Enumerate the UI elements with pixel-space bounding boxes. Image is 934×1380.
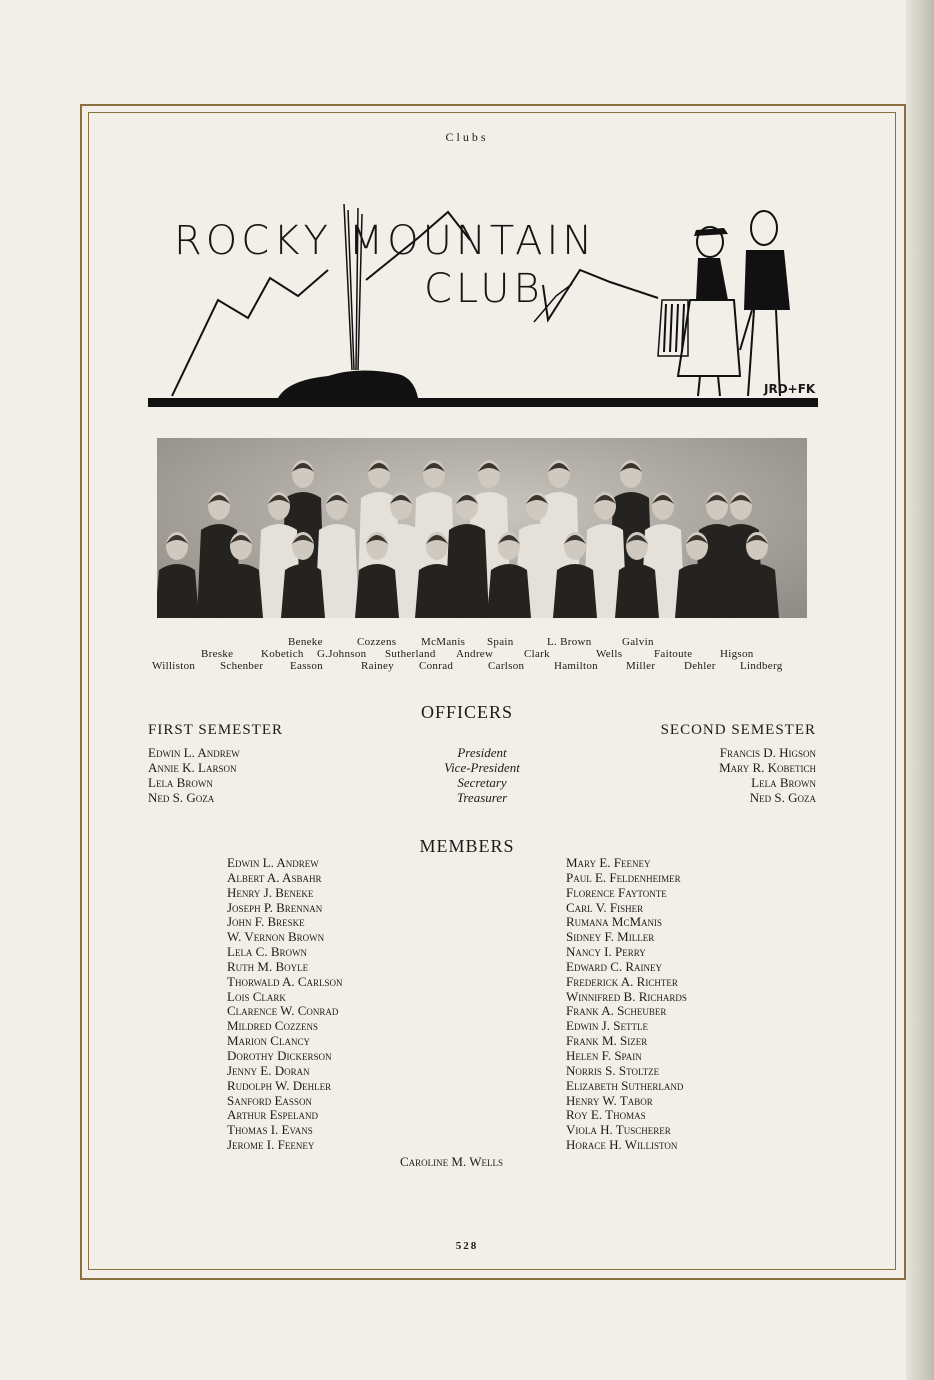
- person-body: [487, 564, 531, 618]
- caption-name: Wells: [596, 648, 623, 660]
- officers-heading: OFFICERS: [420, 702, 514, 722]
- first-semester-officer: Annie K. Larson: [148, 760, 237, 775]
- first-semester-label: FIRST SEMESTER: [148, 722, 284, 738]
- member-name: Albert A. Asbahr: [227, 869, 322, 885]
- members-list-left: [227, 856, 343, 1153]
- officer-row-vice-president: [148, 760, 816, 775]
- member-name: Thomas I. Evans: [227, 1122, 313, 1138]
- member-name: Ruth M. Boyle: [227, 958, 309, 974]
- member-name: Edward C. Rainey: [566, 958, 663, 974]
- person-body: [355, 564, 399, 618]
- members-list-right: [566, 856, 687, 1153]
- member-name: Jenny E. Doran: [227, 1062, 310, 1078]
- club-banner: [148, 200, 818, 412]
- caption-name: Conrad: [419, 660, 454, 672]
- member-name: Arthur Espeland: [227, 1107, 319, 1123]
- person-body: [675, 564, 719, 618]
- member-name: Paul E. Feldenheimer: [566, 869, 681, 885]
- caption-name: Carlson: [488, 660, 525, 672]
- caption-name: Galvin: [622, 636, 654, 648]
- person-body: [415, 564, 459, 618]
- page-edge-shadow: [906, 0, 934, 1380]
- caption-name: Schenber: [220, 660, 264, 672]
- person-body: [281, 564, 325, 618]
- member-name: Rumana McManis: [566, 914, 663, 930]
- caption-name: Easson: [290, 660, 323, 672]
- members-heading: MEMBERS: [419, 836, 515, 856]
- member-name: Helen F. Spain: [566, 1047, 642, 1063]
- member-name: Marion Clancy: [227, 1033, 310, 1049]
- member-name: Horace H. Williston: [566, 1137, 678, 1153]
- person-body: [735, 564, 779, 618]
- members-list-final: Caroline M. Wells: [400, 1154, 504, 1169]
- member-name: Dorothy Dickerson: [227, 1047, 332, 1063]
- member-name: Frank M. Sizer: [566, 1033, 648, 1049]
- member-name: Lois Clark: [227, 988, 286, 1004]
- caption-name: Spain: [487, 636, 514, 648]
- member-name: Frederick A. Richter: [566, 973, 678, 989]
- person-body: [615, 564, 659, 618]
- running-head: Clubs: [445, 130, 489, 144]
- member-name: Sidney F. Miller: [566, 929, 655, 945]
- officer-row-secretary: [148, 775, 816, 790]
- member-name: Nancy I. Perry: [566, 944, 646, 960]
- member-name: Carl V. Fisher: [566, 899, 644, 915]
- officer-title: Secretary: [457, 775, 507, 790]
- officer-row-treasurer: [148, 790, 816, 805]
- caption-name: Higson: [720, 648, 754, 660]
- officer-title: Treasurer: [456, 790, 508, 805]
- person-body: [553, 564, 597, 618]
- member-name: Henry J. Beneke: [227, 884, 314, 900]
- member-name: Roy E. Thomas: [566, 1107, 646, 1123]
- member-name: Edwin L. Andrew: [227, 855, 319, 870]
- caption-name: Andrew: [456, 648, 494, 660]
- member-name: Thorwald A. Carlson: [227, 973, 343, 989]
- group-silhouettes: [157, 438, 807, 618]
- second-semester-label: SECOND SEMESTER: [660, 722, 816, 738]
- member-name: Lela C. Brown: [227, 944, 308, 960]
- member-name: Clarence W. Conrad: [227, 1003, 339, 1019]
- member-name: Elizabeth Sutherland: [566, 1077, 684, 1093]
- caption-name: G.Johnson: [317, 648, 367, 660]
- member-name: Sanford Easson: [227, 1092, 312, 1108]
- member-name: Edwin J. Settle: [566, 1018, 648, 1034]
- caption-name: Miller: [626, 660, 656, 672]
- officer-title: Vice-President: [444, 760, 520, 775]
- caption-name: L. Brown: [547, 636, 592, 648]
- page-number: 528: [455, 1240, 479, 1252]
- banner-title-line2: CLUB: [424, 266, 544, 312]
- first-semester-officer: Ned S. Goza: [148, 790, 215, 805]
- caption-name: Clark: [524, 648, 550, 660]
- member-name: Viola H. Tuscherer: [566, 1122, 671, 1138]
- member-name: Jerome I. Feeney: [227, 1137, 315, 1153]
- caption-name: McManis: [421, 636, 466, 648]
- person-body: [157, 564, 199, 618]
- first-semester-officer: Lela Brown: [148, 775, 213, 790]
- caption-name: Dehler: [684, 660, 716, 672]
- caption-name: Rainey: [361, 660, 394, 672]
- first-semester-officer: Edwin L. Andrew: [148, 745, 240, 760]
- caption-name: Cozzens: [357, 636, 397, 648]
- member-name: Winnifred B. Richards: [566, 988, 687, 1004]
- second-semester-officer: Ned S. Goza: [749, 790, 816, 805]
- member-name: Henry W. Tabor: [566, 1092, 653, 1108]
- banner-title-line1: ROCKY MOUNTAIN: [174, 218, 597, 264]
- caption-name: Lindberg: [740, 660, 783, 672]
- second-semester-officer: Lela Brown: [751, 775, 816, 790]
- caption-name: Sutherland: [385, 648, 436, 660]
- member-name: Mary E. Feeney: [566, 855, 651, 870]
- officer-title: President: [457, 745, 507, 760]
- member-name: Frank A. Scheuber: [566, 1003, 667, 1019]
- caption-name: Breske: [201, 648, 234, 660]
- caption-name: Hamilton: [554, 660, 598, 672]
- artist-signature: JRD+FK: [764, 382, 816, 396]
- second-semester-officer: Francis D. Higson: [719, 745, 816, 760]
- second-semester-officer: Mary R. Kobetich: [719, 760, 816, 775]
- group-photograph: [157, 438, 807, 618]
- member-name: Mildred Cozzens: [227, 1018, 318, 1034]
- member-name: John F. Breske: [227, 914, 305, 930]
- caption-name: Williston: [152, 660, 196, 672]
- officer-row-president: [148, 745, 816, 760]
- caption-name: Beneke: [288, 636, 323, 648]
- caption-name: Faitoute: [654, 648, 693, 660]
- member-name: Joseph P. Brennan: [227, 899, 323, 915]
- member-name: W. Vernon Brown: [227, 929, 325, 945]
- person-body: [219, 564, 263, 618]
- member-name: Rudolph W. Dehler: [227, 1077, 332, 1093]
- member-name: Florence Faytonte: [566, 884, 667, 900]
- caption-name: Kobetich: [261, 648, 304, 660]
- member-name: Norris S. Stoltze: [566, 1062, 660, 1078]
